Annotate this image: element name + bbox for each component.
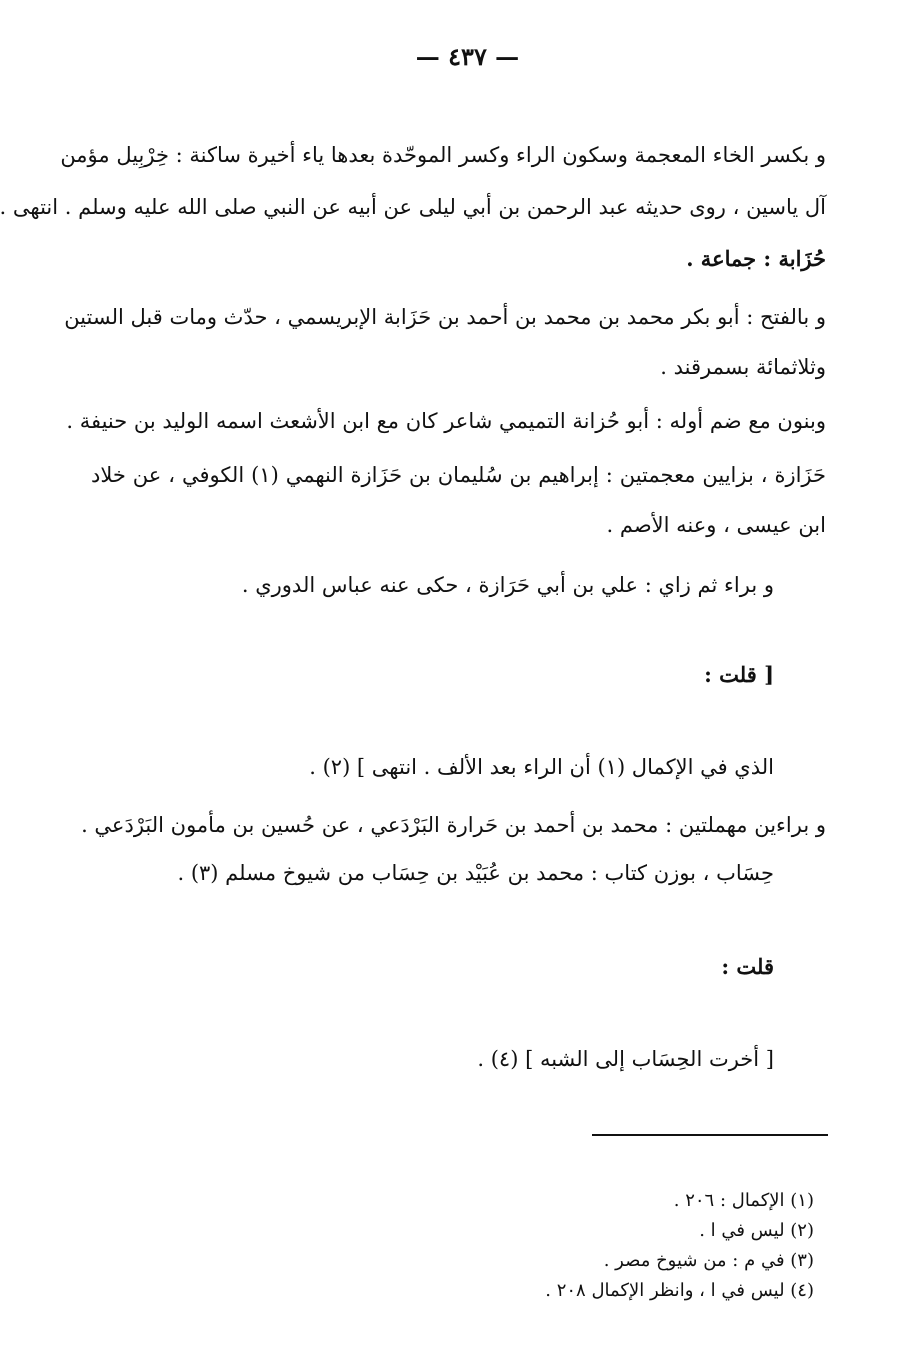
text-line-12: و براءين مهملتين : محمد بن أحمد بن حَرارة البَرْدَعي ، عن حُسين بن مأمون البَرْدَعي . xyxy=(81,813,826,837)
footnote-3: (٣) في م : من شيوخ مصر . xyxy=(603,1250,814,1271)
text-line-1: و بكسر الخاء المعجمة وسكون الراء وكسر الموحّدة بعدها ياء أخيرة ساكنة : خِرْبِيل مؤمن xyxy=(60,143,826,167)
text-line-8: ابن عيسى ، وعنه الأصم . xyxy=(606,513,826,537)
footnote-1: (١) الإكمال : ٢٠٦ . xyxy=(673,1190,814,1211)
footnote-2: (٢) ليس في ا . xyxy=(699,1220,814,1241)
text-line-11: الذي في الإكمال (١) أن الراء بعد الألف . انتهى ] (٢) . xyxy=(309,755,774,779)
text-line-2: آل ياسين ، روى حديثه عبد الرحمن بن أبي ليلى عن أبيه عن النبي صلى الله عليه وسلم . انتهى . xyxy=(0,195,826,219)
heading-qult-2: قلت : xyxy=(721,954,774,979)
text-line-7: حَزَازة ، بزايين معجمتين : إبراهيم بن سُليمان بن حَزَازة النهمي (١) الكوفي ، عن خلاد xyxy=(91,463,826,487)
page-number: — ٤٣٧ — xyxy=(415,42,520,71)
footnote-4: (٤) ليس في ا ، وانظر الإكمال ٢٠٨ . xyxy=(545,1280,814,1301)
text-line-6: وبنون مع ضم أوله : أبو حُزانة التميمي شاعر كان مع ابن الأشعث اسمه الوليد بن حنيفة . xyxy=(66,409,826,433)
text-line-13: حِسَاب ، بوزن كتاب : محمد بن عُبَيْد بن حِسَاب من شيوخ مسلم (٣) . xyxy=(177,861,774,885)
text-line-5: وثلاثمائة بسمرقند . xyxy=(660,355,826,379)
text-line-4: و بالفتح : أبو بكر محمد بن محمد بن أحمد بن حَزَابة الإبريسمي ، حدّث ومات قبل الستين xyxy=(64,305,826,329)
footnote-separator xyxy=(592,1134,828,1136)
text-line-9: و براء ثم زاي : علي بن أبي حَرَازة ، حكى عنه عباس الدوري . xyxy=(241,573,774,597)
text-line-3: حُزَابة : جماعة . xyxy=(686,246,826,271)
heading-qult-1: [ قلت : xyxy=(704,662,774,687)
text-line-15: [ أخرت الحِسَاب إلى الشبه ] (٤) . xyxy=(477,1047,774,1071)
